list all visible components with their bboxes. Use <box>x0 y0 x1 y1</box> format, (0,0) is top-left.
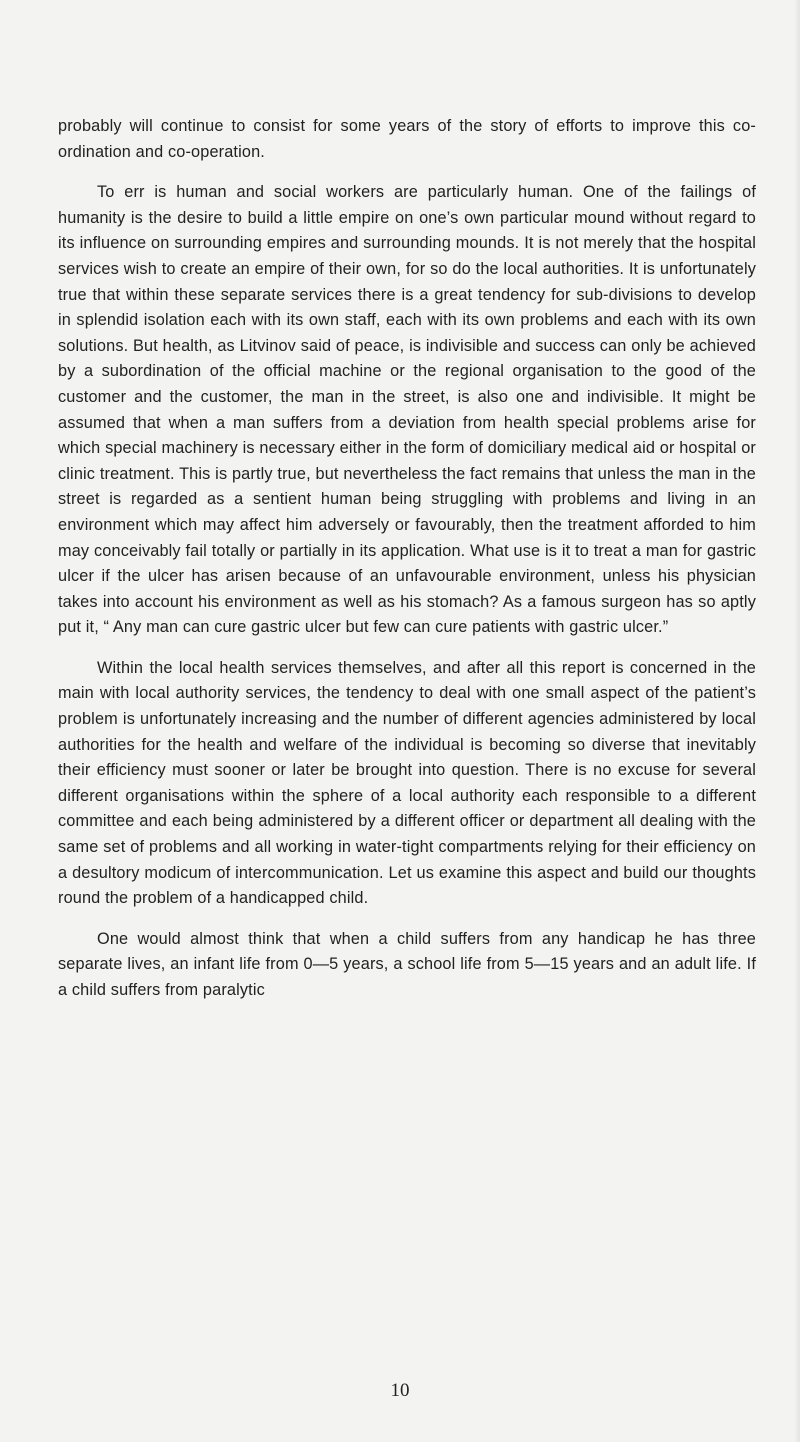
paragraph-handicapped-child: One would almost think that when a child suffers from any handicap he has three separate lives, an infant life from 0—5 years, a school life from 5—15 years and an adult life. If a child suffers from paralytic <box>58 929 756 999</box>
body-text <box>58 114 756 1004</box>
paragraph-continuation: probably will continue to consist for some years of the story of efforts to improve this co-ordination and co-operation. <box>58 117 756 161</box>
page-edge-shadow <box>794 0 800 1442</box>
paragraph-local-health-services: Within the local health services themselves, and after all this report is concerned in the main with local authority services, the tendency to deal with one small aspect of the patient’s problem is unfortunately increasing and the number of different agencies administered by local authorities for the health and welfare of the individual is becoming so diverse that inevitably their efficiency must sooner or later be brought into question. There is no excuse for several different organisations within the sphere of a local authority each responsible to a different committee and each being administered by a different officer or department all dealing with the same set of problems and all working in water-tight compartments relying for their efficiency on a desultory modicum of intercommunication. Let us examine this aspect and build our thoughts round the problem of a handicapped child. <box>58 658 756 908</box>
paragraph-human-error: To err is human and social workers are particularly human. One of the failings of humanity is the desire to build a little empire on one’s own particular mound without regard to its influence on surrounding empires and surrounding mounds. It is not merely that the hospital services wish to create an empire of their own, for so do the local authorities. It is unfortunately true that within these separate services there is a great tendency for sub-divisions to develop in splendid isolation each with its own staff, each with its own problems and each with its own solutions. But health, as Litvinov said of peace, is indivisible and success can only be achieved by a subordination of the official machine or the regional organisation to the good of the customer and the customer, the man in the street, is also one and indivisible. It might be assumed that when a man suffers from a deviation from health special problems arise for which special machinery is necessary either in the form of domiciliary medical aid or hospital or clinic treatment. This is partly true, but nevertheless the fact remains that unless the man in the street is regarded as a sentient human being struggling with problems and living in an environment which may affect him adversely or favourably, then the treatment afforded to him may conceivably fail totally or partially in its application. What use is it to treat a man for gastric ulcer if the ulcer has arisen because of an unfavourable environment, unless his physician takes into account his environment as well as his stomach? As a famous surgeon has so aptly put it, “ Any man can cure gastric ulcer but few can cure patients with gastric ulcer.” <box>58 183 756 637</box>
page-number: 10 <box>390 1380 410 1401</box>
